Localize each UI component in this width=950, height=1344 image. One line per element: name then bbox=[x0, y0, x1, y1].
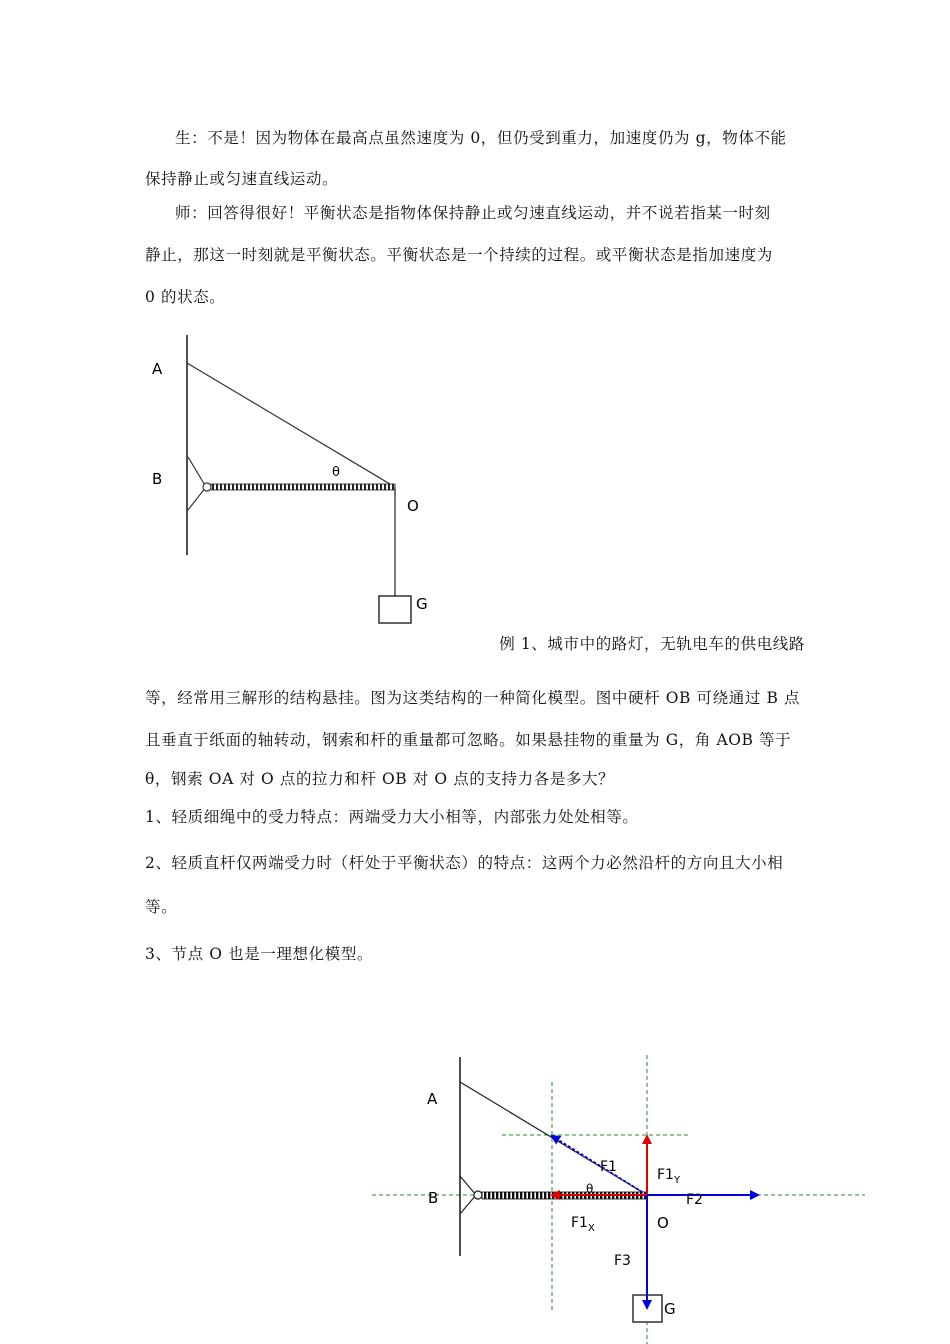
paragraph-line: 且垂直于纸面的轴转动，钢索和杆的重量都可忽略。如果悬挂物的重量为 G，角 AOB 等于 bbox=[145, 731, 792, 749]
paragraph-line: 等。 bbox=[145, 898, 178, 916]
example-heading: 例 1、城市中的路灯，无轨电车的供电线路 bbox=[499, 635, 805, 653]
paragraph-line: 0 的状态。 bbox=[145, 288, 226, 306]
label-b: B bbox=[428, 1189, 439, 1207]
label-o: O bbox=[657, 1214, 669, 1232]
point-3: 3、节点 O 也是一理想化模型。 bbox=[145, 945, 374, 963]
bracket-b bbox=[188, 457, 206, 510]
paragraph-line: θ，钢索 OA 对 O 点的拉力和杆 OB 对 O 点的支持力各是多大？ bbox=[145, 770, 615, 788]
label-theta: θ bbox=[332, 465, 340, 480]
pivot-b bbox=[203, 483, 211, 491]
pivot-b bbox=[474, 1191, 482, 1199]
label-f1: F1 bbox=[600, 1159, 617, 1175]
label-a: A bbox=[427, 1090, 438, 1108]
paragraph-line: 保持静止或匀速直线运动。 bbox=[145, 170, 339, 188]
label-f1y: $F1_Y$ bbox=[657, 1167, 681, 1186]
weight-box bbox=[379, 596, 411, 623]
figure-2-force-diagram bbox=[360, 1050, 880, 1344]
figure-1-diagram bbox=[140, 330, 440, 640]
paragraph-line: 师：回答得很好！平衡状态是指物体保持静止或匀速直线运动，并不说若指某一时刻 bbox=[175, 204, 771, 222]
cable-oa bbox=[187, 363, 395, 487]
label-g: G bbox=[664, 1300, 676, 1318]
label-b: B bbox=[152, 470, 163, 488]
label-f3: F3 bbox=[614, 1253, 631, 1269]
label-f2: F2 bbox=[686, 1192, 703, 1208]
label-a: A bbox=[152, 360, 163, 378]
rod-ob bbox=[211, 484, 395, 490]
paragraph-line: 静止，那这一时刻就是平衡状态。平衡状态是一个持续的过程。或平衡状态是指加速度为 bbox=[145, 246, 773, 264]
point-1: 1、轻质细绳中的受力特点：两端受力大小相等，内部张力处处相等。 bbox=[145, 808, 639, 826]
label-f1x: $F1_X$ bbox=[571, 1215, 595, 1234]
paragraph-line: 等，经常用三解形的结构悬挂。图为这类结构的一种简化模型。图中硬杆 OB 可绕通过 B 点 bbox=[145, 689, 801, 707]
label-g: G bbox=[416, 595, 428, 613]
label-theta: θ bbox=[586, 1182, 594, 1196]
label-o: O bbox=[407, 497, 419, 515]
point-2: 2、轻质直杆仅两端受力时（杆处于平衡状态）的特点：这两个力必然沿杆的方向且大小相 bbox=[145, 854, 784, 872]
paragraph-line: 生：不是！因为物体在最高点虽然速度为 0，但仍受到重力，加速度仍为 g，物体不能 bbox=[175, 129, 787, 147]
